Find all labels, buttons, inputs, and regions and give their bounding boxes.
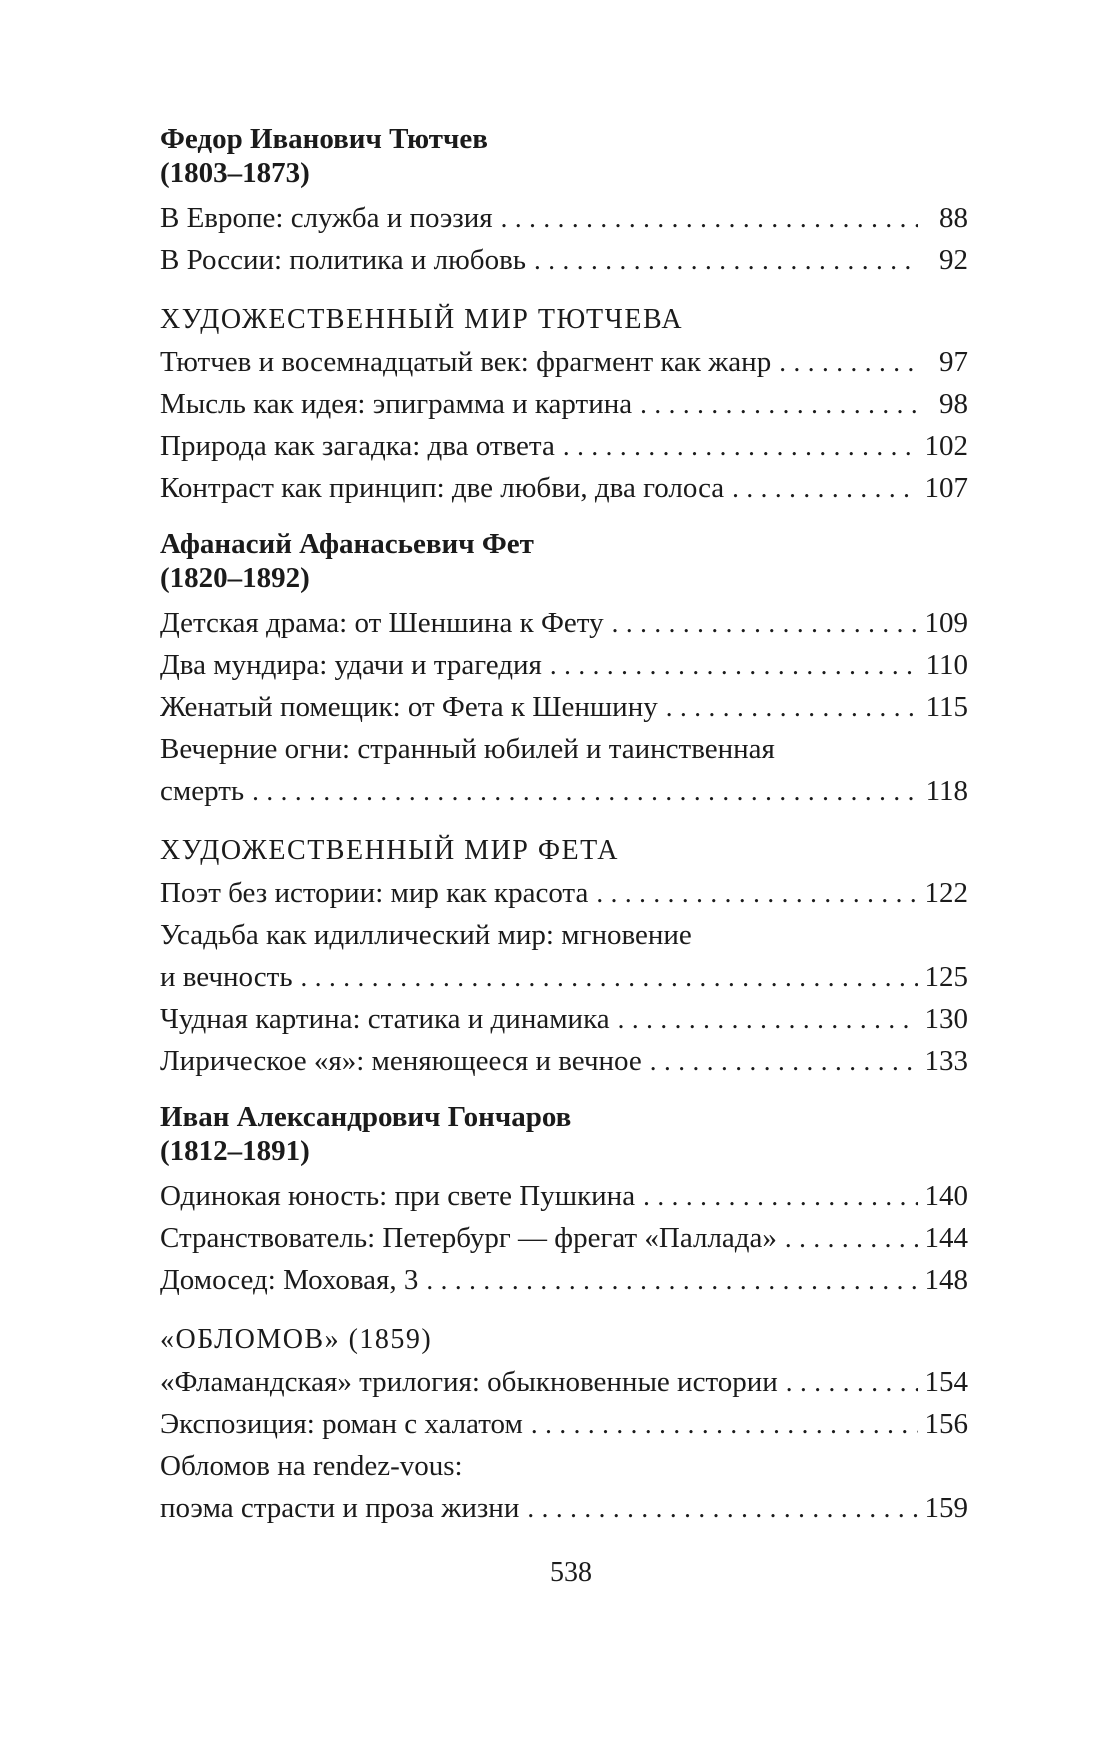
toc-entry-line [160, 425, 968, 467]
entry-page-number: 92 [939, 244, 968, 276]
toc [160, 122, 968, 1529]
section-heading [160, 122, 968, 190]
entry-title: Природа как загадка: два ответа [160, 430, 555, 462]
entry-page-number: 144 [924, 1222, 968, 1254]
toc-entry-line [160, 914, 968, 956]
entry-page-number: 115 [925, 691, 968, 723]
dot-leader [596, 872, 918, 914]
toc-entry [160, 341, 968, 383]
dot-leader [666, 686, 918, 728]
entry-title: Экспозиция: роман с халатом [160, 1408, 523, 1440]
entry-page-number: 140 [924, 1180, 968, 1212]
toc-entry [160, 1217, 968, 1259]
section-heading [160, 1319, 968, 1361]
toc-entry-line [160, 1361, 968, 1403]
entry-title: смерть [160, 775, 245, 807]
section-heading-line: Федор Иванович Тютчев [160, 123, 488, 155]
entry-page-number: 110 [925, 649, 968, 681]
toc-entry-line [160, 728, 968, 770]
toc-entry [160, 1175, 968, 1217]
entry-page-number: 107 [924, 472, 968, 504]
toc-entry-line [160, 602, 968, 644]
dot-leader [531, 1403, 918, 1445]
dot-leader [301, 956, 918, 998]
entry-page-number: 102 [924, 430, 968, 462]
entry-title: Тютчев и восемнадцатый век: фрагмент как жанр [160, 346, 772, 378]
toc-entry [160, 728, 968, 812]
entry-title: Одинокая юность: при свете Пушкина [160, 1180, 636, 1212]
toc-section-part [160, 299, 968, 509]
dot-leader [786, 1361, 918, 1403]
entry-title: В России: политика и любовь [160, 244, 526, 276]
toc-entry [160, 1361, 968, 1403]
toc-section-author [160, 1100, 968, 1301]
dot-leader [534, 239, 918, 281]
toc-entry [160, 1403, 968, 1445]
toc-entry [160, 1259, 968, 1301]
dot-leader [563, 425, 918, 467]
toc-entry-line [160, 1040, 968, 1082]
section-heading [160, 1100, 968, 1168]
toc-entry-line [160, 1175, 968, 1217]
entry-title: Странствователь: Петербург — фрегат «Паллада» [160, 1222, 777, 1254]
entry-page-number: 125 [924, 961, 968, 993]
toc-entry-line [160, 872, 968, 914]
entry-title: Усадьба как идиллический мир: мгновение [160, 919, 692, 951]
toc-entry-line [160, 770, 968, 812]
toc-entry [160, 1040, 968, 1082]
entry-title: Вечерние огни: странный юбилей и таинственная [160, 733, 775, 765]
entry-title: В Европе: служба и поэзия [160, 202, 493, 234]
entry-page-number: 118 [925, 775, 968, 807]
toc-entry-line [160, 341, 968, 383]
entry-title: Чудная картина: статика и динамика [160, 1003, 610, 1035]
toc-section-part [160, 830, 968, 1082]
entry-title: Женатый помещик: от Фета к Шеншину [160, 691, 658, 723]
dot-leader [618, 998, 918, 1040]
dot-leader [643, 1175, 918, 1217]
toc-entry-line [160, 467, 968, 509]
toc-section-author [160, 122, 968, 281]
dot-leader [785, 1217, 918, 1259]
dot-leader [426, 1259, 918, 1301]
dot-leader [640, 383, 918, 425]
toc-entry-line [160, 239, 968, 281]
section-heading-line: Афанасий Афанасьевич Фет [160, 528, 534, 560]
section-heading-line: ХУДОЖЕСТВЕННЫЙ МИР ФЕТА [160, 835, 620, 866]
toc-entry-line [160, 197, 968, 239]
folio-page-number: 538 [550, 1557, 592, 1588]
toc-entry [160, 1445, 968, 1529]
entry-title: Поэт без истории: мир как красота [160, 877, 589, 909]
dot-leader [650, 1040, 918, 1082]
toc-entry-line [160, 1487, 968, 1529]
entry-page-number: 98 [939, 388, 968, 420]
toc-entry [160, 644, 968, 686]
dot-leader [779, 341, 918, 383]
entry-title: Домосед: Моховая, 3 [160, 1264, 419, 1296]
dot-leader [252, 770, 918, 812]
entry-page-number: 122 [924, 877, 968, 909]
entry-page-number: 148 [924, 1264, 968, 1296]
entry-page-number: 159 [924, 1492, 968, 1524]
toc-section-part [160, 1319, 968, 1529]
section-heading-line: «ОБЛОМОВ» (1859) [160, 1324, 433, 1355]
toc-entry-line [160, 1259, 968, 1301]
entry-title: и вечность [160, 961, 293, 993]
entry-title: Два мундира: удачи и трагедия [160, 649, 542, 681]
entry-page-number: 154 [924, 1366, 968, 1398]
entry-page-number: 130 [924, 1003, 968, 1035]
toc-entry [160, 998, 968, 1040]
section-heading-line: ХУДОЖЕСТВЕННЫЙ МИР ТЮТЧЕВА [160, 304, 684, 335]
entry-title: Лирическое «я»: меняющееся и вечное [160, 1045, 642, 1077]
entry-title: Обломов на rendez-vous: [160, 1450, 463, 1482]
toc-entry-line [160, 1217, 968, 1259]
dot-leader [550, 644, 918, 686]
toc-entry-line [160, 1445, 968, 1487]
toc-entry-line [160, 998, 968, 1040]
toc-entry-line [160, 383, 968, 425]
toc-entry-line [160, 1403, 968, 1445]
toc-entry-line [160, 686, 968, 728]
dot-leader [612, 602, 918, 644]
entry-page-number: 109 [924, 607, 968, 639]
toc-entry [160, 467, 968, 509]
toc-entry [160, 914, 968, 998]
section-heading-line: (1820–1892) [160, 562, 310, 594]
toc-entry [160, 686, 968, 728]
entry-title: Контраст как принцип: две любви, два голоса [160, 472, 725, 504]
section-heading [160, 527, 968, 595]
entry-page-number: 88 [939, 202, 968, 234]
toc-entry [160, 197, 968, 239]
entry-title: Детская драма: от Шеншина к Фету [160, 607, 604, 639]
toc-entry [160, 239, 968, 281]
toc-section-author [160, 527, 968, 812]
dot-leader [527, 1487, 918, 1529]
entry-title: поэма страсти и проза жизни [160, 1492, 520, 1524]
section-heading [160, 830, 968, 872]
entry-page-number: 97 [939, 346, 968, 378]
dot-leader [501, 197, 918, 239]
section-heading-line: (1803–1873) [160, 157, 310, 189]
toc-entry [160, 383, 968, 425]
toc-entry [160, 425, 968, 467]
toc-entry [160, 602, 968, 644]
entry-page-number: 156 [924, 1408, 968, 1440]
entry-page-number: 133 [924, 1045, 968, 1077]
dot-leader [732, 467, 918, 509]
entry-title: Мысль как идея: эпиграмма и картина [160, 388, 633, 420]
toc-entry-line [160, 644, 968, 686]
section-heading-line: (1812–1891) [160, 1135, 310, 1167]
section-heading-line: Иван Александрович Гончаров [160, 1101, 572, 1133]
toc-entry [160, 872, 968, 914]
section-heading [160, 299, 968, 341]
entry-title: «Фламандская» трилогия: обыкновенные истории [160, 1366, 778, 1398]
toc-entry-line [160, 956, 968, 998]
